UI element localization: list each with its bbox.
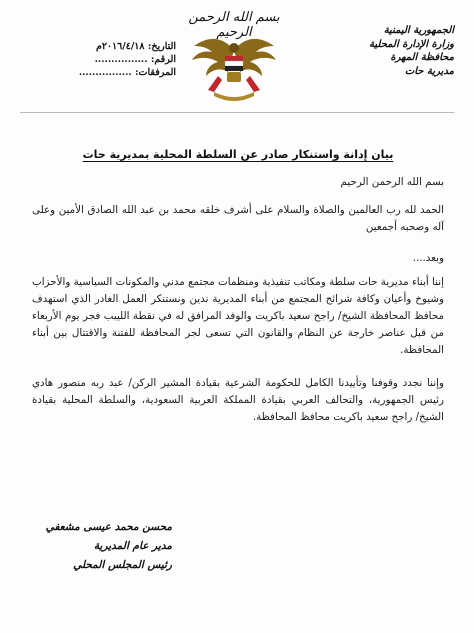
eagle-emblem-icon [178, 6, 290, 106]
letter-ref: الرقم: ................ [94, 54, 176, 65]
statement-title: بيان إدانة واستنكار صادر عن السلطة المحلية بمديرية حات [82, 148, 394, 161]
letterhead-center [178, 6, 290, 106]
statement-body [32, 176, 444, 442]
governorate-name: محافظة المهرة [390, 52, 454, 63]
ministry-name: وزارة الإدارة المحلية [369, 38, 454, 50]
signatory-role-1: مدير عام المديرية [93, 540, 172, 552]
ministry-block [344, 24, 454, 78]
opening-paragraph: الحمد لله رب العالمين والصلاة والسلام على أشرف خلقه محمد بن عبد الله الصادق الأمين وعلى آله وصحبه أجمعين [32, 204, 444, 233]
body-basmala: بسم الله الرحمن الرحيم [340, 176, 444, 188]
signature-block [32, 518, 172, 575]
signatory-role-2: رئيس المجلس المحلي [73, 559, 172, 571]
support-paragraph: وإننا نجدد وقوفنا وتأييدنا الكامل للحكومة الشرعية بقيادة المشير الركن/ عبد ربه منصور هادي رئيس الجمهورية، والتحالف العربي بقيادة المملكة العربية السعودية، والسلطة المحلية بقيادة الشيخ/ راجح سعيد باكريت محافظ المحافظة. [32, 377, 444, 423]
wabaad-line: وبعد.... [412, 252, 444, 264]
reference-block [26, 40, 176, 79]
letter-attachments: المرفقات: ................ [78, 67, 176, 78]
letterhead-basmala: بسم الله الرحمن الرحيم [188, 10, 280, 40]
header-divider [20, 112, 454, 113]
letter-date: التاريخ: ٢٠١٦/٤/١٨م [95, 41, 176, 52]
condemnation-paragraph: إننا أبناء مديرية حات سلطة ومكاتب تنفيذية ومنظمات مجتمع مدني والمكونات السياسية والأحزاب وشيوخ وأعيان وكافة شرائح المجتمع من أبناء المديرية ندين ونستنكر العمل الغادر الذي استهدف محافظ المحافظة الشيخ/ راجح سعيد باكريت والوفد المرافق له في نقطة الليبب فجر يوم الأربعاء من قبل عناصر خارجة عن النظام والقانون التي تسعى لجر المحافظة للفتنة والاقتتال بين أبناء المحافظة. [32, 276, 444, 356]
country-name: الجمهورية اليمنية [383, 25, 454, 36]
signatory-name: محسن محمد عيسى مشعفي [45, 521, 172, 533]
district-name: مديرية حات [404, 65, 454, 77]
